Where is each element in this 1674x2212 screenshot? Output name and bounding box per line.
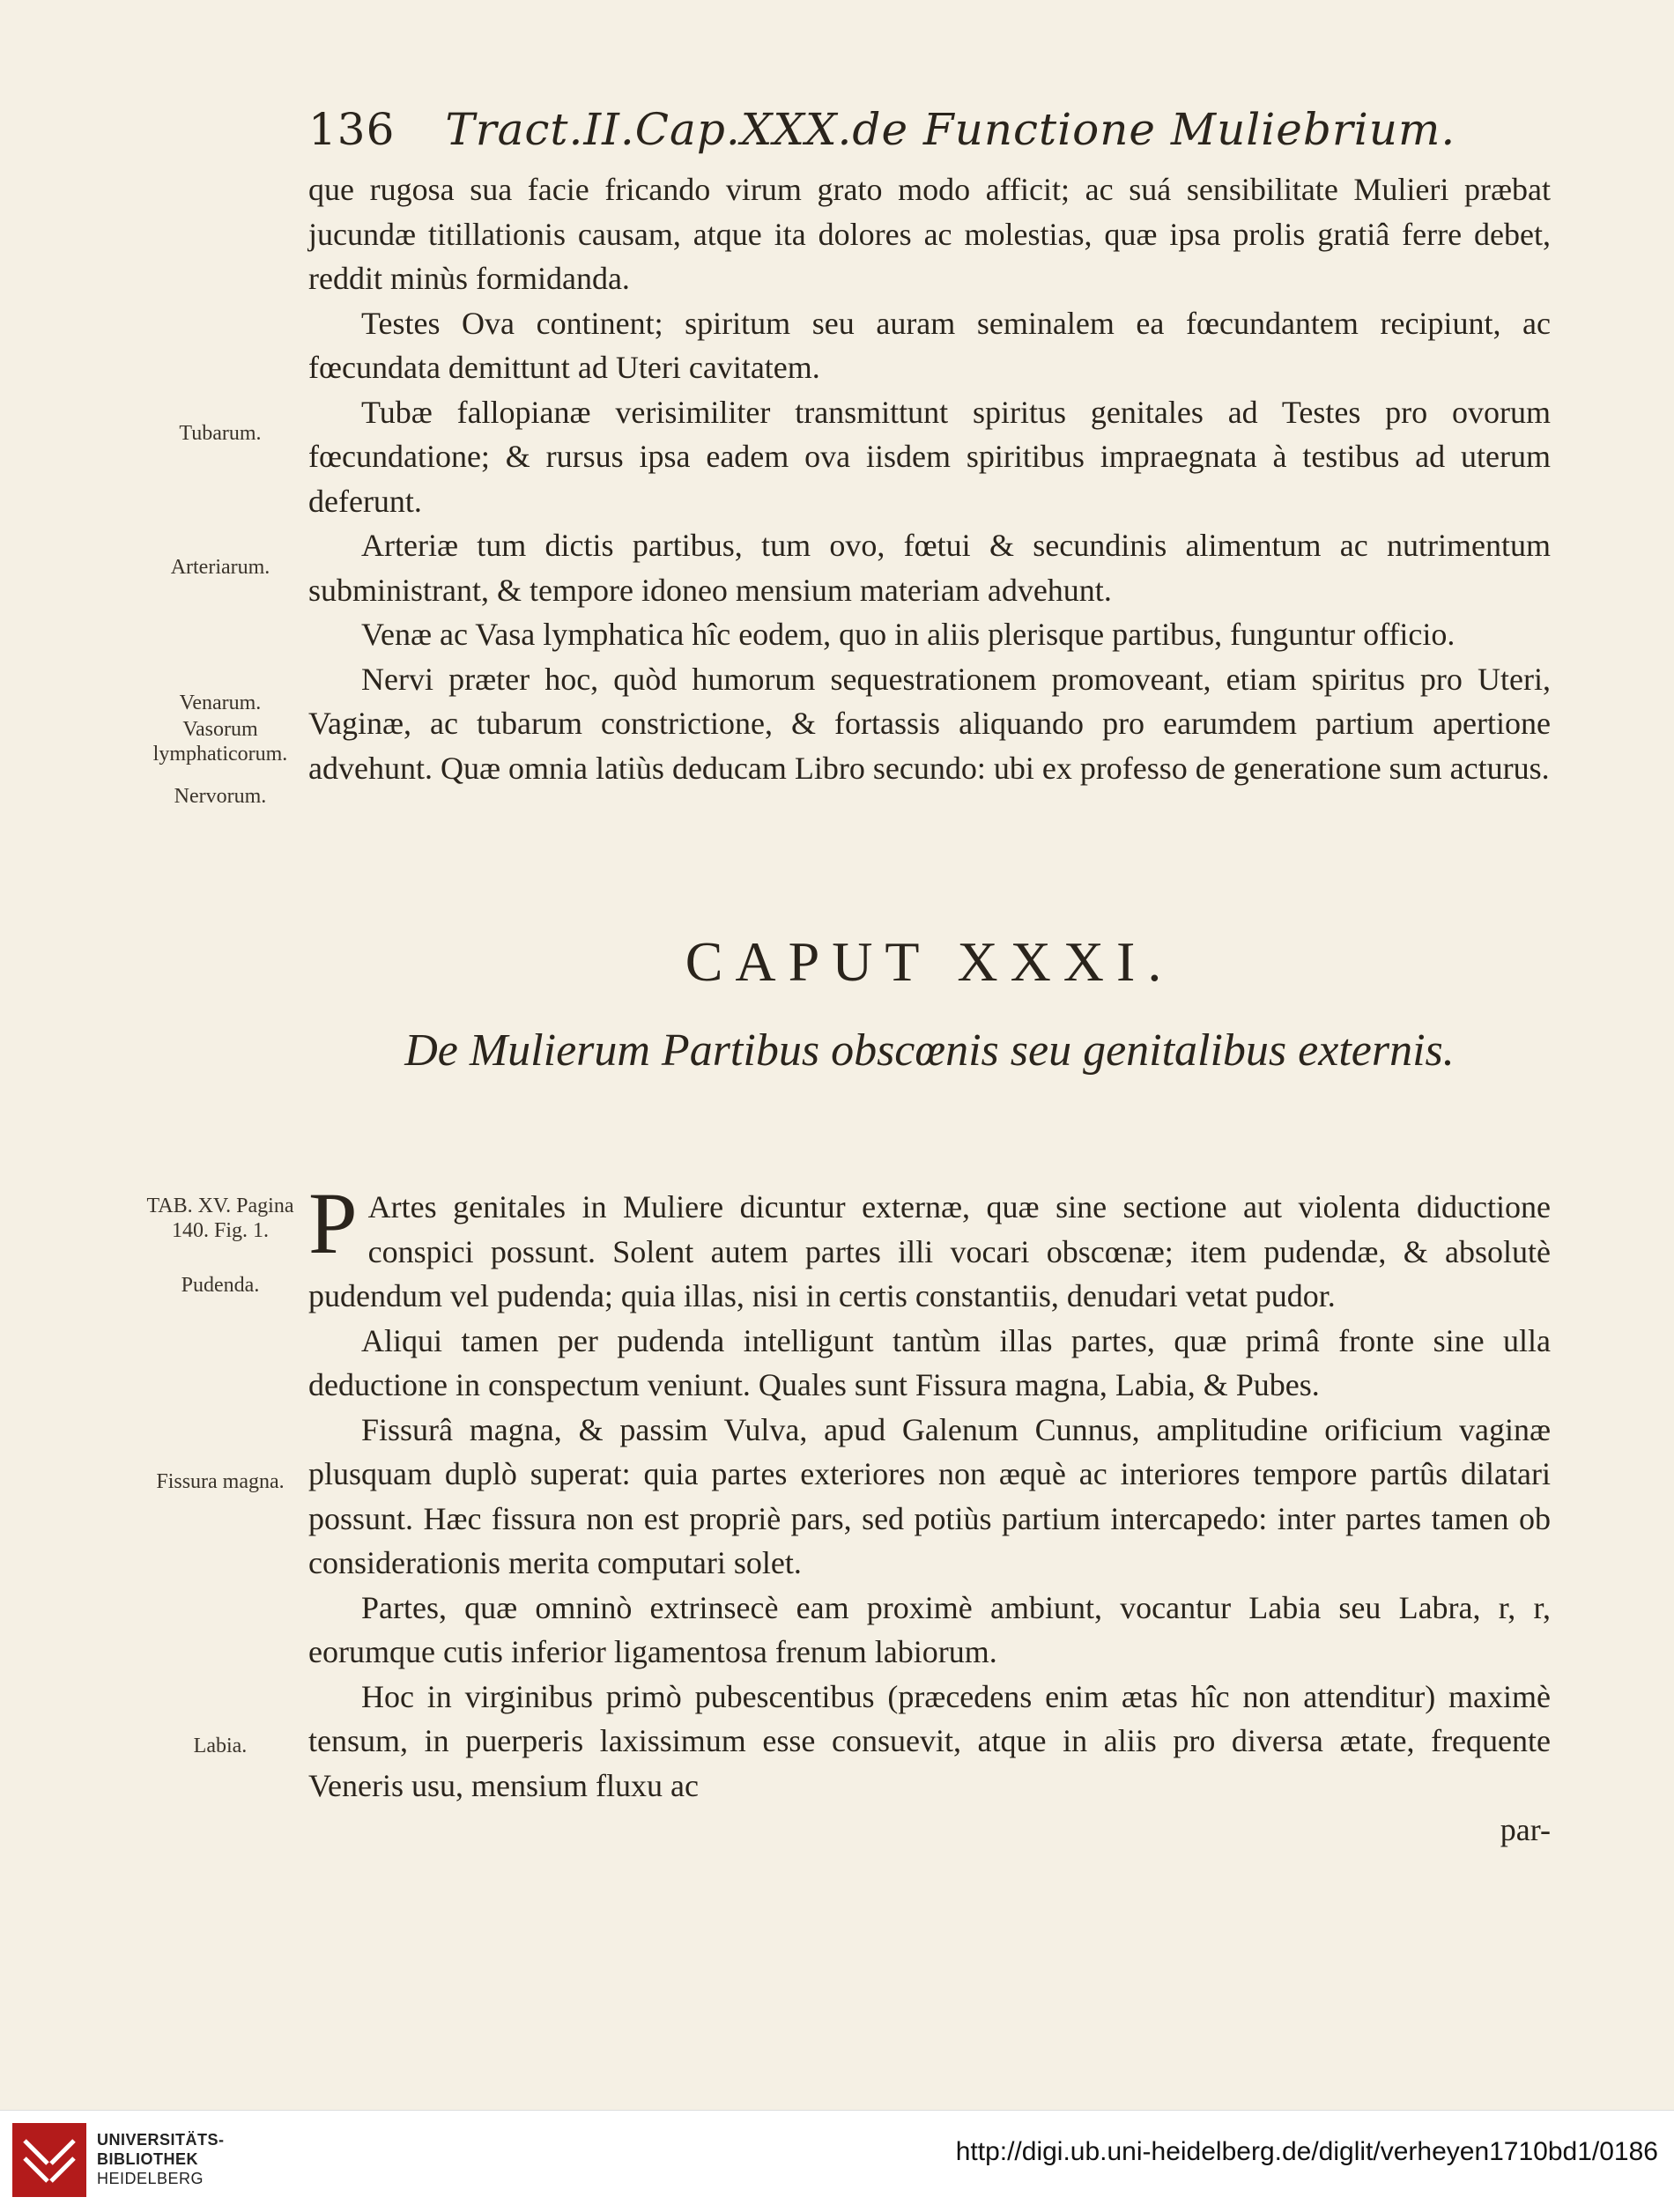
institution-line: BIBLIOTHEK [97,2150,198,2168]
margin-note-labia: Labia. [193,1735,248,1757]
paragraph: Partes, quæ omninò extrinsecè eam proximè ambiunt, vocantur Labia seu Labra, r, r, eorumque cutis inferior ligamentosa frenum labiorum. [308,1589,1551,1669]
margin-note-tab: TAB. XV. Pagina 140. Fig. 1. [146,1195,294,1242]
margin-note-venarum: Venarum. [179,692,262,714]
page-number: 136 [308,104,396,155]
paragraph-text: Artes genitales in Muliere dicuntur externæ, quæ sine sectione aut violenta diductione conspici possunt. Solent autem partes illi vocari obscœnæ; item pudendæ, & absolutè pudendum vel pudenda; quia illas, nisi in certis constantiis, denudari vetat pudor. [308,1189,1551,1313]
catchword: par- [1500,1812,1551,1847]
chapter-heading: CAPUT XXXI. [685,930,1174,993]
paragraph: Aliqui tamen per pudenda intelligunt tantùm illas partes, quæ primâ fronte sine ulla deductione in conspectum veniunt. Quales sunt Fissura magna, Labia, & Pubes. [308,1322,1551,1402]
drop-cap: P [308,1174,358,1272]
paragraph: Hoc in virginibus primò pubescentibus (præcedens enim ætas hîc non attenditur) maximè tensum, in puerperis laxissimum esse consuevit, atque in aliis pro diversa ætate, frequente Veneris usu, mensium fluxu ac [308,1678,1551,1803]
paragraph: Tubæ fallopianæ verisimiliter transmittunt spiritus genitales ad Testes pro ovorum fœcundatione; & rursus ipsa eadem ova iisdem spiritibus impraegnata à testibus ad uterum deferunt. [308,394,1551,519]
margin-note-pudenda: Pudenda. [181,1274,260,1297]
running-header [308,104,1507,166]
text-block-bottom [308,1174,1551,1853]
university-logo-icon [12,2123,86,2197]
paragraph: Venæ ac Vasa lymphatica hîc eodem, quo in aliis plerisque partibus, funguntur officio. [361,617,1455,652]
paragraph: Nervi præter hoc, quòd humorum sequestrationem promoveant, etiam spiritus pro Uteri, Vaginæ, ac tubarum constrictione, & fortassis aliquando pro earumdem partium apertione advehunt. Quæ omnia latiùs deducam Libro secundo: ubi ex professo de generatione sum acturus. [308,661,1551,786]
paragraph [308,1174,1551,1319]
institution-line: HEIDELBERG [97,2170,204,2187]
institution-line: UNIVERSITÄTS- [97,2131,225,2149]
paragraph: Testes Ova continent; spiritum seu auram seminalem ea fœcundantem recipiunt, ac fœcundata demittunt ad Uteri cavitatem. [308,305,1551,385]
paragraph: que rugosa sua facie fricando virum grato modo afficit; ac suá sensibilitate Mulieri præbat jucundæ titillationis causam, atque ita dolores ac molestias, quæ ipsa prolis gratiâ ferre debet, reddit minùs formidanda. [308,172,1551,296]
running-title: Tract.II.Cap.XXX.de Functione Muliebrium. [445,104,1456,155]
margin-note-nervorum: Nervorum. [174,785,267,808]
paragraph: Fissurâ magna, & passim Vulva, apud Galenum Cunnus, amplitudine orificium vaginæ plusquam duplò superat: quia partes exteriores non æquè ac interiores tempore partûs dilatari possunt. Hæc fissura non est propriè pars, sed potiùs partium intercapedo: inter partes tamen ob considerationis merita computari solet. [308,1411,1551,1580]
institution-name [97,2130,225,2188]
chapter-subtitle: De Mulierum Partibus obscœnis seu genitalibus externis. [404,1025,1455,1076]
permalink-url[interactable]: http://digi.ub.uni-heidelberg.de/diglit/verheyen1710bd1/0186 [955,2137,1658,2166]
margin-note-vasorum: Vasorum lymphaticorum. [152,718,288,766]
margin-note-tubarum: Tubarum. [179,422,262,445]
text-block-top [308,167,1551,790]
paragraph: Arteriæ tum dictis partibus, tum ovo, fœtui & secundinis alimentum ac nutrimentum subministrant, & tempore idoneo mensium materiam advehunt. [308,528,1551,608]
viewer-footer [0,2110,1674,2212]
margin-note-fissura: Fissura magna. [156,1470,285,1493]
margin-note-arteriarum: Arteriarum. [170,556,270,579]
